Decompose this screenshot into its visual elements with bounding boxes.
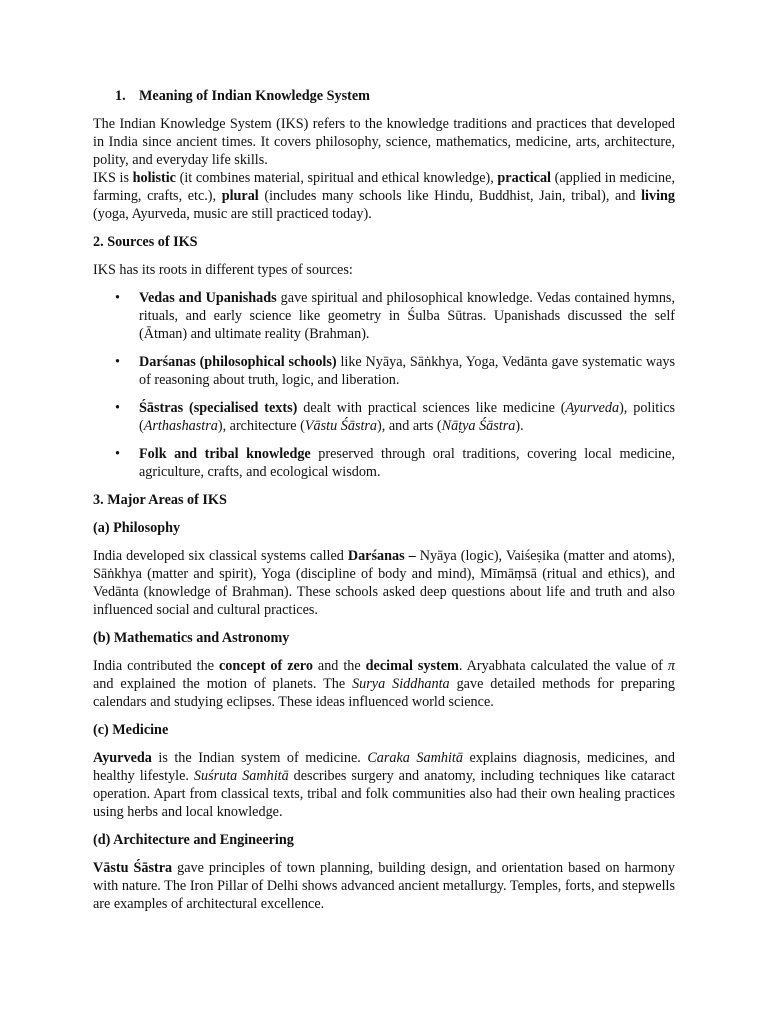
section-1-heading — [115, 87, 675, 105]
bold-term-living: living — [641, 188, 675, 204]
bullet-icon: • — [115, 290, 120, 306]
list-item — [93, 353, 675, 389]
subsection-d-heading: (d) Architecture and Engineering — [93, 832, 294, 848]
bullet-icon: • — [115, 446, 120, 462]
bold-term: Darśanas – — [347, 548, 416, 564]
text: explains diagnosis, medicines, and healthy lifestyle. — [93, 750, 675, 784]
list-item — [93, 445, 675, 481]
section-1-paragraph-2 — [93, 169, 675, 223]
italic-term: Caraka Samhitā — [367, 750, 463, 766]
text: gave principles of town planning, building design, and orientation based on harmony with nature. The Iron Pillar of Delhi shows advanced ancient metallurgy. Temples, forts, and stepwells are examples of architectural excellence. — [93, 860, 675, 912]
italic-term: Ayurveda — [565, 400, 620, 416]
text: dealt with practical sciences like medicine ( — [297, 400, 566, 416]
document-body — [93, 87, 675, 923]
italic-term: Surya Siddhanta — [352, 676, 450, 692]
text: (includes many schools like Hindu, Buddhist, Jain, tribal), and — [258, 188, 642, 204]
list-item-term: Darśanas (philosophical schools) — [139, 354, 337, 370]
section-1-paragraph-1 — [93, 115, 675, 169]
bullet-icon: • — [115, 354, 120, 370]
bold-term: concept of zero — [218, 658, 313, 674]
text: is the Indian system of medicine. — [151, 750, 368, 766]
text: . Aryabhata calculated the value of — [458, 658, 668, 674]
bold-term-holistic: holistic — [132, 170, 176, 186]
list-item-text: gave spiritual and philosophical knowledge. Vedas contained hymns, rituals, and early science like geometry in Śulba Sūtras. Upanishads discussed the self (Ātman) and ultimate reality (Brahman). — [139, 290, 675, 342]
text: India developed six classical systems called — [93, 548, 348, 564]
text: ), politics ( — [139, 400, 676, 434]
italic-term: Suśruta Samhitā — [193, 768, 289, 784]
list-item — [93, 399, 675, 435]
text: ). — [515, 418, 524, 434]
text: IKS is — [93, 170, 133, 186]
subsection-a-heading: (a) Philosophy — [93, 520, 181, 536]
text: India contributed the — [93, 658, 219, 674]
text: ), and arts ( — [377, 418, 442, 434]
italic-term: Nāṭya Śāstra — [441, 418, 516, 434]
section-1-title: Meaning of Indian Knowledge System — [139, 88, 370, 104]
text: (it combines material, spiritual and ethical knowledge), — [175, 170, 498, 186]
section-3-heading: 3. Major Areas of IKS — [93, 492, 227, 508]
subsection-b-heading: (b) Mathematics and Astronomy — [93, 630, 290, 646]
bold-term-practical: practical — [497, 170, 551, 186]
bold-term-plural: plural — [221, 188, 259, 204]
bold-term: Vāstu Śāstra — [93, 860, 173, 876]
bold-term: decimal system — [365, 658, 459, 674]
subsection-d-paragraph — [93, 859, 675, 913]
subsection-c-heading: (c) Medicine — [93, 722, 169, 738]
bullet-icon: • — [115, 400, 120, 416]
subsection-a-paragraph — [93, 547, 675, 619]
text: describes surgery and anatomy, including techniques like cataract operation. Apart from classical texts, tribal and folk communities also had their own healing practices using herbs and local knowledge. — [93, 768, 675, 820]
text: Nyāya (logic), Vaiśeṣika (matter and atoms), Sāṅkhya (matter and spirit), Yoga (discipline of body and mind), Mīmāṃsā (ritual and ethics), and Vedānta (knowledge of Brahman). These schools asked deep questions about life and truth and also influenced social and cultural practices. — [93, 548, 675, 618]
text: and explained the motion of planets. The — [93, 676, 353, 692]
subsection-b-paragraph — [93, 657, 675, 711]
text: (yoga, Ayurveda, music are still practiced today). — [93, 206, 372, 222]
sources-list — [93, 289, 675, 481]
list-item-text: preserved through oral traditions, covering local medicine, agriculture, crafts, and ecological wisdom. — [139, 446, 675, 480]
list-item-term: Folk and tribal knowledge — [139, 446, 311, 462]
text: (applied in medicine, farming, crafts, etc.), — [93, 170, 675, 204]
italic-term: Arthashastra — [143, 418, 218, 434]
section-1-number: 1. — [115, 88, 126, 104]
text: gave detailed methods for preparing calendars and studying eclipses. These ideas influenced world science. — [93, 676, 675, 710]
list-item-term: Vedas and Upanishads — [139, 290, 277, 306]
list-item-text: like Nyāya, Sāṅkhya, Yoga, Vedānta gave systematic ways of reasoning about truth, logic, and liberation. — [139, 354, 675, 388]
section-2-intro: IKS has its roots in different types of sources: — [93, 262, 353, 278]
subsection-c-paragraph — [93, 749, 675, 821]
list-item — [93, 289, 675, 343]
italic-term: π — [667, 658, 675, 674]
text: ), architecture ( — [217, 418, 305, 434]
text: and the — [312, 658, 366, 674]
section-2-heading: 2. Sources of IKS — [93, 234, 198, 250]
bold-term: Ayurveda — [93, 750, 152, 766]
paragraph-text: The Indian Knowledge System (IKS) refers to the knowledge traditions and practices that developed in India since ancient times. It covers philosophy, science, mathematics, medicine, arts, architecture, polity, and everyday life skills. — [93, 116, 675, 168]
italic-term: Vāstu Śāstra — [304, 418, 378, 434]
list-item-term: Śāstras (specialised texts) — [139, 400, 298, 416]
